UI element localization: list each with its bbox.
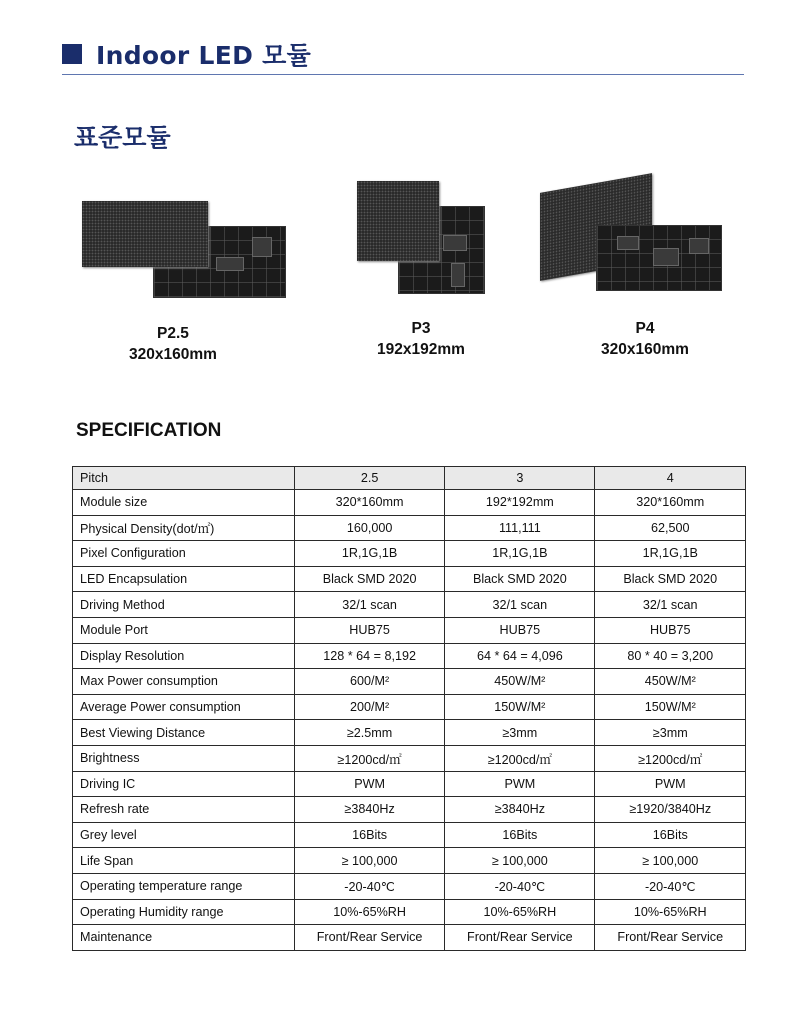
spec-value: 200/M² [294, 694, 444, 720]
spec-value: PWM [294, 771, 444, 797]
table-row [73, 541, 746, 567]
spec-label: Driving Method [73, 592, 295, 618]
spec-value: 62,500 [595, 515, 746, 541]
table-row [73, 669, 746, 695]
spec-value: 80 * 40 = 3,200 [595, 643, 746, 669]
spec-value: 192*192mm [445, 490, 595, 516]
spec-value: 320*160mm [294, 490, 444, 516]
spec-label: Average Power consumption [73, 694, 295, 720]
spec-value: HUB75 [445, 617, 595, 643]
spec-value: ≥ 100,000 [294, 848, 444, 874]
product-caption-p4 [575, 318, 715, 360]
spec-label: Physical Density(dot/㎡) [73, 515, 295, 541]
spec-value: 16Bits [294, 822, 444, 848]
spec-value: 3 [445, 467, 595, 490]
spec-value: 16Bits [445, 822, 595, 848]
spec-label: Maintenance [73, 925, 295, 951]
spec-value: 16Bits [595, 822, 746, 848]
spec-value: Front/Rear Service [294, 925, 444, 951]
product-name: P3 [411, 320, 431, 337]
product-name: P4 [635, 320, 655, 337]
page-header [62, 34, 311, 74]
table-row [73, 694, 746, 720]
header-divider [62, 74, 744, 75]
table-row [73, 592, 746, 618]
product-size: 320x160mm [601, 341, 689, 358]
spec-label: Refresh rate [73, 797, 295, 823]
spec-value: 10%-65%RH [445, 899, 595, 925]
table-row [73, 467, 746, 490]
spec-label: Driving IC [73, 771, 295, 797]
spec-label: LED Encapsulation [73, 566, 295, 592]
spec-value: HUB75 [294, 617, 444, 643]
spec-label: Grey level [73, 822, 295, 848]
spec-value: 10%-65%RH [595, 899, 746, 925]
spec-label: Display Resolution [73, 643, 295, 669]
spec-value: 32/1 scan [445, 592, 595, 618]
spec-label: Pitch [73, 467, 295, 490]
spec-value: ≥3840Hz [445, 797, 595, 823]
page-title: Indoor LED 모듈 [96, 41, 312, 70]
spec-label: Max Power consumption [73, 669, 295, 695]
spec-value: ≥3mm [595, 720, 746, 746]
product-caption-p3 [351, 318, 491, 360]
spec-value: 10%-65%RH [294, 899, 444, 925]
table-row [73, 490, 746, 516]
spec-value: ≥1200cd/㎡ [294, 745, 444, 771]
table-row [73, 643, 746, 669]
spec-value: 450W/M² [595, 669, 746, 695]
spec-value: 32/1 scan [595, 592, 746, 618]
spec-value: 320*160mm [595, 490, 746, 516]
table-row [73, 745, 746, 771]
table-row [73, 797, 746, 823]
spec-value: 128 * 64 = 8,192 [294, 643, 444, 669]
module-back-panel [596, 225, 722, 291]
spec-value: PWM [595, 771, 746, 797]
spec-value: ≥ 100,000 [445, 848, 595, 874]
spec-value: ≥3mm [445, 720, 595, 746]
spec-value: ≥1200cd/㎡ [595, 745, 746, 771]
spec-value: -20-40℃ [294, 873, 444, 899]
product-name: P2.5 [157, 325, 189, 342]
spec-label: Operating Humidity range [73, 899, 295, 925]
table-row [73, 720, 746, 746]
table-row [73, 617, 746, 643]
spec-value: HUB75 [595, 617, 746, 643]
spec-value: 150W/M² [445, 694, 595, 720]
section-title: 표준모듈 [74, 123, 171, 152]
spec-value: 4 [595, 467, 746, 490]
spec-value: ≥1200cd/㎡ [445, 745, 595, 771]
spec-value: 600/M² [294, 669, 444, 695]
product-size: 320x160mm [129, 346, 217, 363]
spec-value: 111,111 [445, 515, 595, 541]
spec-label: Module Port [73, 617, 295, 643]
module-front-panel [82, 201, 208, 267]
spec-title: SPECIFICATION [76, 420, 222, 441]
table-row [73, 873, 746, 899]
header-square-icon [62, 44, 82, 64]
spec-label: Module size [73, 490, 295, 516]
spec-value: Front/Rear Service [595, 925, 746, 951]
spec-value: 1R,1G,1B [595, 541, 746, 567]
spec-value: ≥2.5mm [294, 720, 444, 746]
spec-value: ≥ 100,000 [595, 848, 746, 874]
table-row [73, 771, 746, 797]
spec-value: 1R,1G,1B [294, 541, 444, 567]
spec-value: 64 * 64 = 4,096 [445, 643, 595, 669]
product-size: 192x192mm [377, 341, 465, 358]
spec-value: 2.5 [294, 467, 444, 490]
spec-value: -20-40℃ [445, 873, 595, 899]
spec-value: -20-40℃ [595, 873, 746, 899]
spec-value: PWM [445, 771, 595, 797]
spec-label: Pixel Configuration [73, 541, 295, 567]
table-row [73, 899, 746, 925]
spec-label: Brightness [73, 745, 295, 771]
table-row [73, 848, 746, 874]
spec-label: Operating temperature range [73, 873, 295, 899]
product-caption-p2-5 [108, 323, 238, 365]
spec-value: Black SMD 2020 [595, 566, 746, 592]
spec-value: ≥1920/3840Hz [595, 797, 746, 823]
table-row [73, 515, 746, 541]
module-front-panel [357, 181, 439, 261]
spec-table [72, 466, 746, 951]
spec-value: Black SMD 2020 [294, 566, 444, 592]
table-row [73, 566, 746, 592]
spec-value: Front/Rear Service [445, 925, 595, 951]
spec-value: Black SMD 2020 [445, 566, 595, 592]
spec-value: ≥3840Hz [294, 797, 444, 823]
spec-value: 150W/M² [595, 694, 746, 720]
spec-label: Life Span [73, 848, 295, 874]
spec-value: 450W/M² [445, 669, 595, 695]
table-row [73, 925, 746, 951]
spec-label: Best Viewing Distance [73, 720, 295, 746]
spec-value: 32/1 scan [294, 592, 444, 618]
spec-value: 1R,1G,1B [445, 541, 595, 567]
spec-value: 160,000 [294, 515, 444, 541]
table-row [73, 822, 746, 848]
